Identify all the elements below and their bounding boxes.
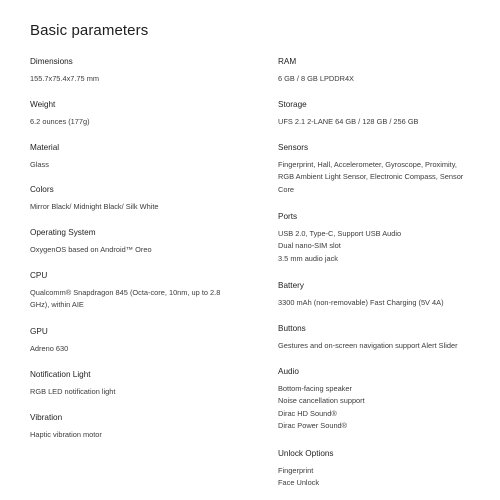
spec-value-line: GHz), within AIE — [30, 300, 84, 310]
spec-ram — [278, 56, 488, 85]
spec-value-line: Fingerprint, Hall, Accelerometer, Gyroscope, Proximity, — [278, 160, 457, 169]
spec-value — [278, 465, 488, 490]
spec-label: Weight — [30, 100, 56, 109]
spec-weight — [30, 99, 260, 128]
spec-label: Buttons — [278, 324, 306, 333]
spec-label: Ports — [278, 212, 298, 221]
spec-label: Material — [30, 143, 60, 152]
spec-value-line: 3.5 mm audio jack — [278, 253, 338, 263]
spec-cpu — [30, 270, 260, 312]
spec-value-line: Haptic vibration motor — [30, 430, 102, 439]
spec-value — [278, 228, 488, 265]
spec-label: Battery — [278, 281, 304, 290]
spec-label: GPU — [30, 327, 48, 336]
spec-value-line: Core — [278, 184, 295, 194]
spec-label: Sensors — [278, 143, 309, 152]
spec-value-line: Dirac Power Sound® — [278, 420, 348, 430]
spec-operating-system — [30, 227, 260, 256]
spec-value-line: Gestures and on-screen navigation support Alert Slider — [278, 341, 458, 350]
spec-value-line: 6.2 ounces (177g) — [30, 117, 90, 126]
spec-value-line: UFS 2.1 2-LANE 64 GB / 128 GB / 256 GB — [278, 117, 419, 126]
spec-label: Dimensions — [30, 57, 73, 66]
page-title: Basic parameters — [30, 22, 149, 39]
spec-value — [30, 429, 260, 441]
spec-gpu — [30, 326, 260, 355]
spec-unlock-options — [278, 448, 488, 490]
spec-value-line: USB 2.0, Type-C, Support USB Audio — [278, 229, 402, 238]
spec-value-line: 3300 mAh (non-removable) Fast Charging (5V 4A) — [278, 298, 444, 307]
spec-value-line: Noise cancellation support — [278, 396, 365, 406]
spec-label: Operating System — [30, 228, 96, 237]
spec-label: Notification Light — [30, 370, 91, 379]
spec-value-line: OxygenOS based on Android™ Oreo — [30, 245, 152, 254]
spec-value — [30, 116, 260, 128]
spec-value-line: Fingerprint — [278, 466, 314, 475]
spec-value — [278, 383, 488, 432]
spec-value-line: 6 GB / 8 GB LPDDR4X — [278, 74, 354, 83]
spec-colors — [30, 184, 260, 213]
spec-value-line: Adreno 630 — [30, 344, 69, 353]
spec-storage — [278, 99, 488, 128]
spec-value — [278, 116, 488, 128]
spec-label: Unlock Options — [278, 449, 334, 458]
spec-value — [30, 287, 260, 312]
spec-value-line: Dirac HD Sound® — [278, 408, 337, 418]
spec-value — [278, 340, 488, 352]
spec-value — [30, 244, 260, 256]
spec-value — [278, 297, 488, 309]
spec-label: Audio — [278, 367, 299, 376]
spec-label: Colors — [30, 185, 54, 194]
spec-value-line: Qualcomm® Snapdragon 845 (Octa-core, 10nm, up to 2.8 — [30, 288, 221, 297]
spec-value — [278, 73, 488, 85]
spec-value-line: Glass — [30, 160, 49, 169]
spec-value — [30, 201, 260, 213]
spec-value-line: Face Unlock — [278, 478, 320, 488]
spec-value-line: RGB Ambient Light Sensor, Electronic Compass, Sensor — [278, 172, 464, 182]
spec-battery — [278, 280, 488, 309]
spec-value-line: Mirror Black/ Midnight Black/ Silk White — [30, 202, 159, 211]
spec-audio — [278, 366, 488, 432]
spec-ports — [278, 211, 488, 265]
spec-vibration — [30, 412, 260, 441]
spec-value — [30, 73, 260, 85]
spec-value — [30, 386, 260, 398]
spec-sensors — [278, 142, 488, 196]
spec-label: Vibration — [30, 413, 63, 422]
spec-label: Storage — [278, 100, 307, 109]
spec-label: CPU — [30, 271, 48, 280]
spec-notification-light — [30, 369, 260, 398]
spec-material — [30, 142, 260, 171]
spec-value-line: 155.7x75.4x7.75 mm — [30, 74, 100, 83]
spec-value — [278, 159, 488, 196]
spec-value-line: Bottom-facing speaker — [278, 384, 352, 393]
spec-value-line: RGB LED notification light — [30, 387, 116, 396]
spec-value — [30, 159, 260, 171]
spec-value — [30, 343, 260, 355]
spec-label: RAM — [278, 57, 297, 66]
spec-dimensions — [30, 56, 260, 85]
spec-value-line: Dual nano-SIM slot — [278, 241, 341, 251]
spec-buttons — [278, 323, 488, 352]
